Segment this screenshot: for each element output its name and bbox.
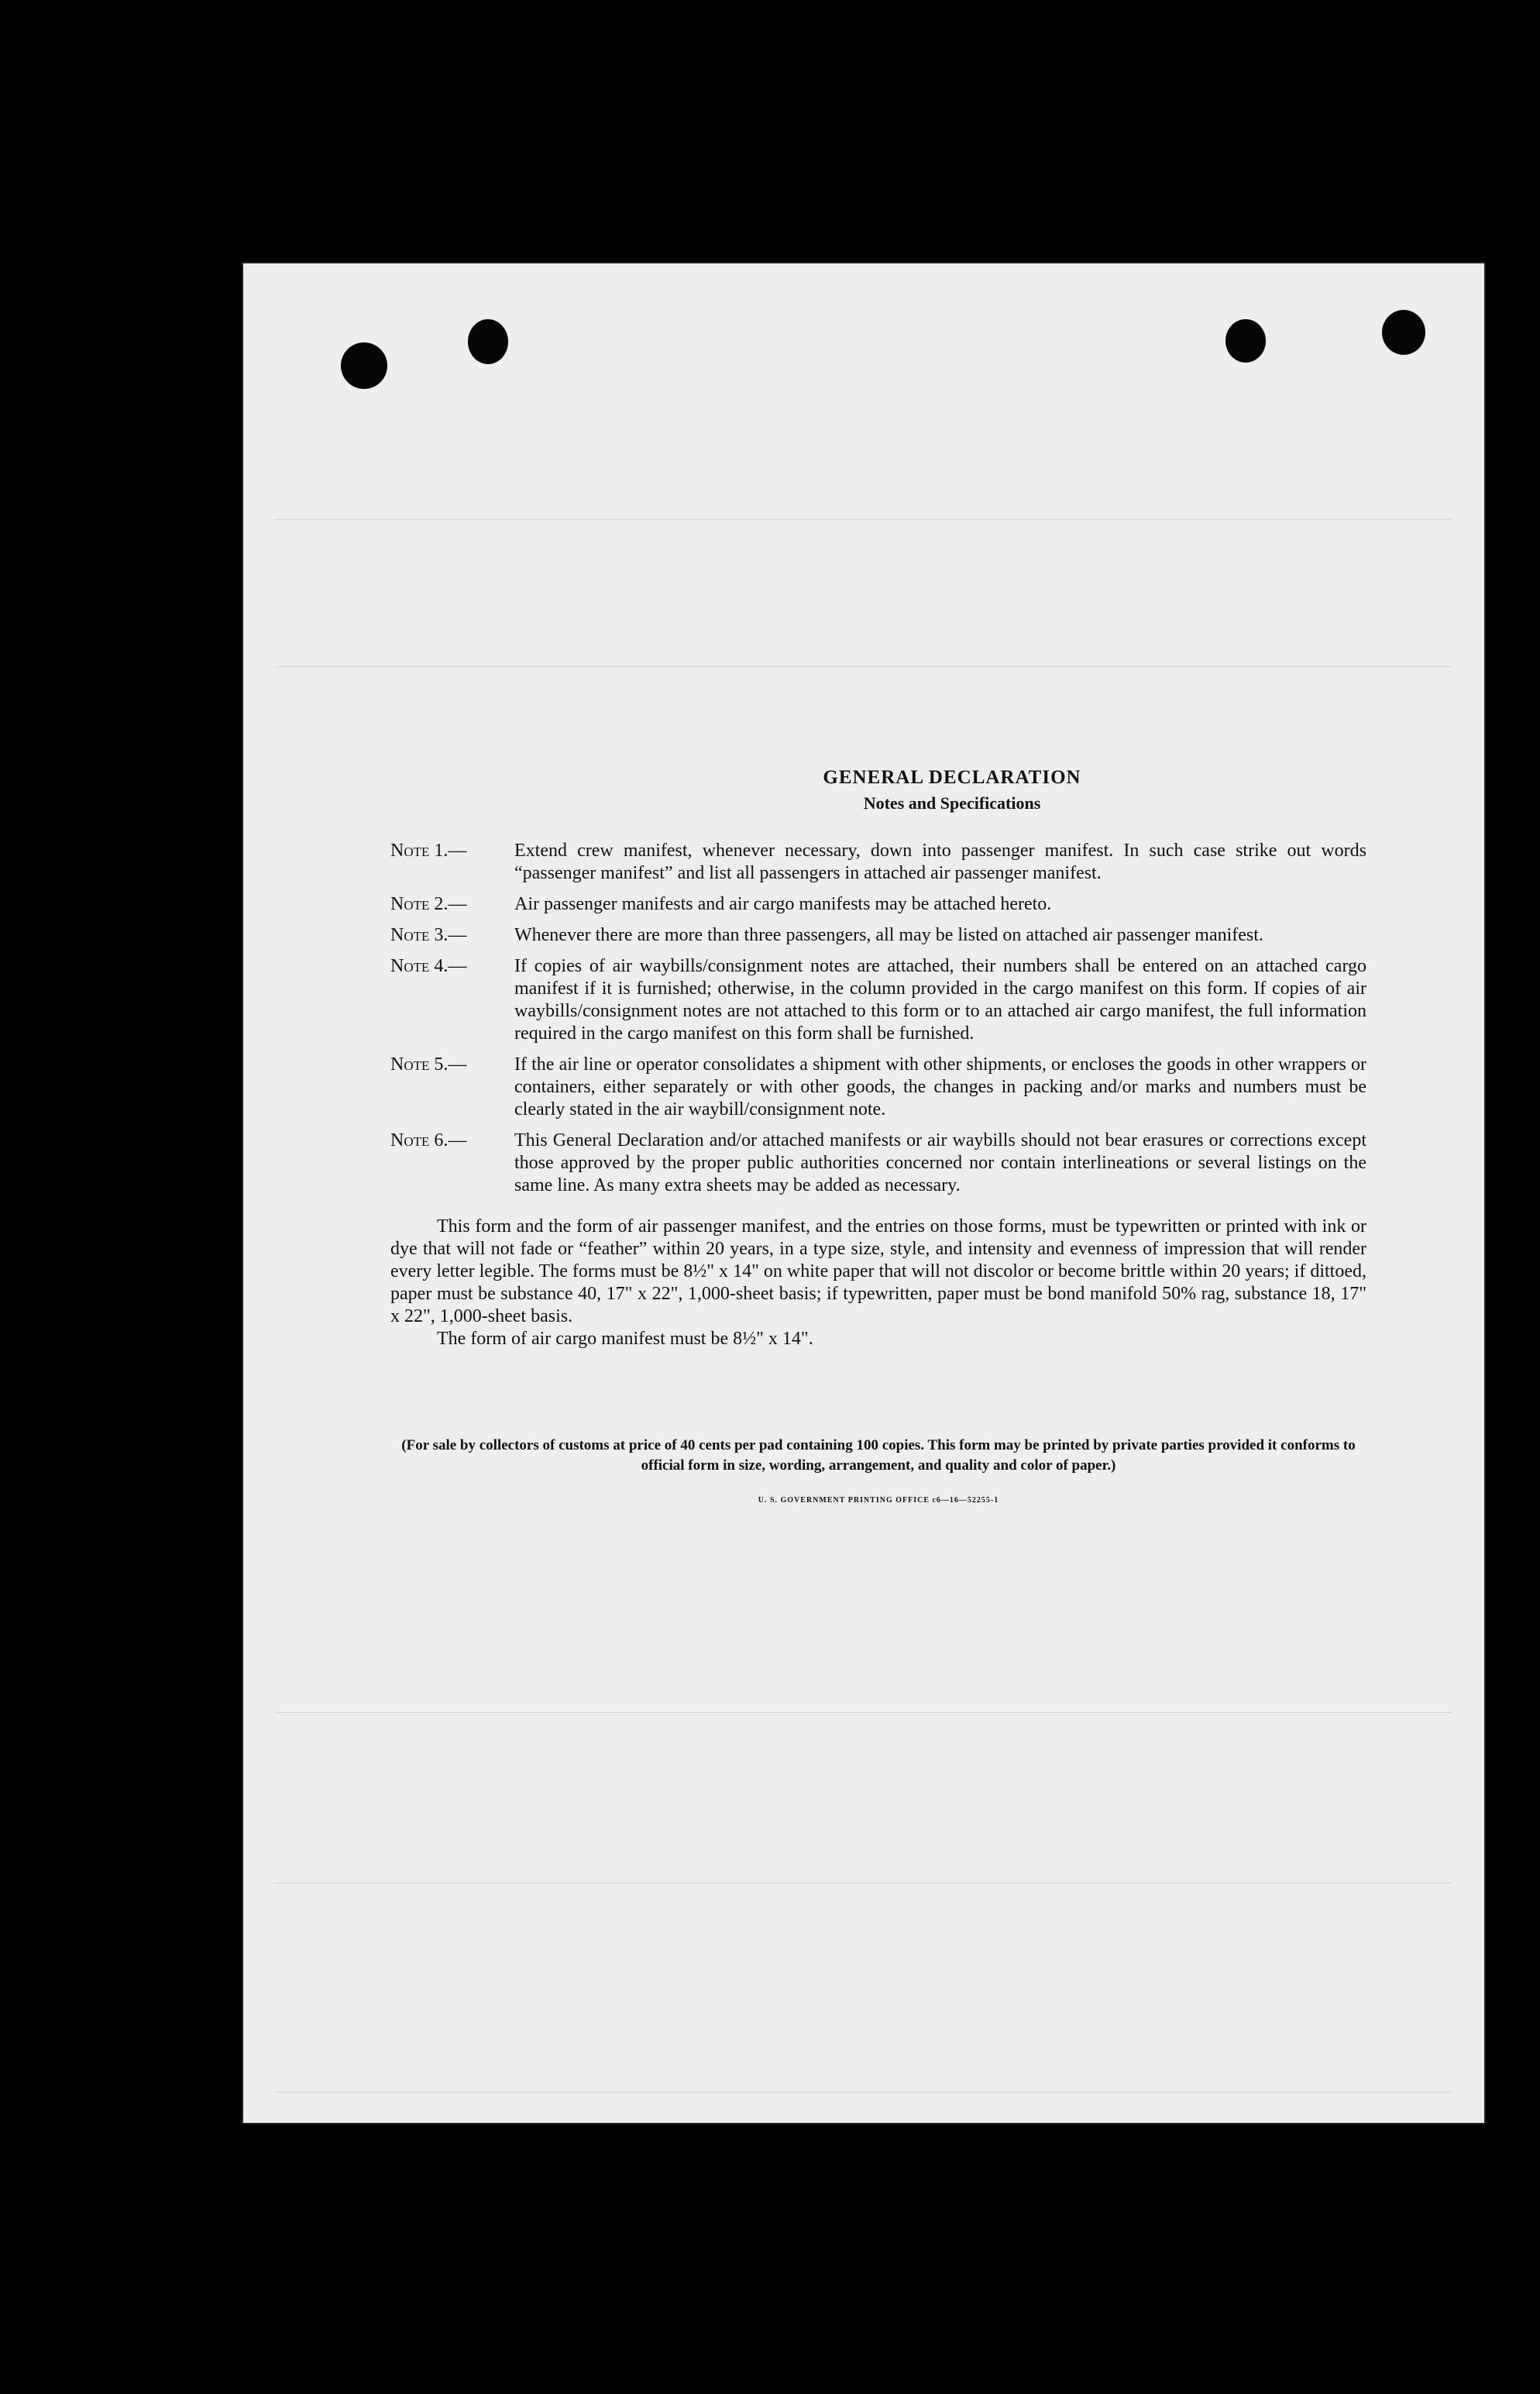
note-5 — [390, 1054, 1366, 1121]
bleed-through-rule — [274, 2092, 1452, 2093]
note-text: If copies of air waybills/consignment notes are attached, their numbers shall be entered on an attached cargo manifest if it is furnished; otherwise, in the column provided in the cargo manifest on this form. If copies of air waybills/consignment notes are not attached to this form or to an attached air cargo manifest, the full information required in the cargo manifest on this form shall be furnished. — [514, 956, 1366, 1044]
bleed-through-rule — [274, 666, 1452, 667]
note-label: Note 2.— — [390, 894, 467, 914]
notes-section — [390, 767, 1366, 1505]
bleed-through-rule — [274, 1712, 1452, 1713]
note-text: Extend crew manifest, whenever necessary, down into passenger manifest. In such case strike out words “passenger manifest” and list all passengers in attached air passenger manifest. — [514, 841, 1366, 883]
printer-imprint: U. S. GOVERNMENT PRINTING OFFICE c6—16—52255-1 — [758, 1496, 999, 1505]
punch-hole — [468, 319, 508, 364]
sale-notice: (For sale by collectors of customs at price of 40 cents per pad containing 100 copies. This form may be printed by private parties provided it conforms to official form in size, wording, arrangement, and quality and color of paper.) — [401, 1437, 1356, 1474]
document-page — [243, 263, 1484, 2123]
note-3 — [390, 924, 1366, 947]
note-text: If the air line or operator consolidates a shipment with other shipments, or encloses the goods in other wrappers or containers, either separately or with other goods, the changes in packing and/or marks and numbers must be clearly stated in the air waybill/consignment note. — [514, 1054, 1366, 1120]
note-4 — [390, 955, 1366, 1045]
cargo-manifest-size-line: The form of air cargo manifest must be 8½" x 14". — [437, 1329, 813, 1349]
note-label: Note 4.— — [390, 956, 467, 976]
note-2 — [390, 893, 1366, 916]
note-label: Note 6.— — [390, 1130, 467, 1151]
punch-hole — [1382, 310, 1425, 355]
form-specification-paragraph: This form and the form of air passenger manifest, and the entries on those forms, must be typewritten or printed with ink or dye that will not fade or “feather” within 20 years, in a type size, style, and intensity and evenness of impression that will render every letter legible. The forms must be 8½" x 14" on white paper that will not discolor or become brittle within 20 years; if dittoed, paper must be substance 40, 17" x 22", 1,000-sheet basis; if typewritten, paper must be bond manifold 50% rag, substance 18, 17" x 22", 1,000-sheet basis. — [390, 1216, 1366, 1326]
note-1 — [390, 840, 1366, 885]
note-text: Air passenger manifests and air cargo manifests may be attached hereto. — [514, 894, 1052, 914]
page-subtitle: Notes and Specifications — [863, 793, 1041, 813]
note-label: Note 5.— — [390, 1054, 467, 1075]
page-title: GENERAL DECLARATION — [823, 767, 1081, 788]
note-text: Whenever there are more than three passengers, all may be listed on attached air passenger manifest. — [514, 925, 1263, 945]
punch-hole — [1225, 319, 1266, 363]
note-6 — [390, 1130, 1366, 1197]
punch-hole — [341, 342, 387, 389]
note-label: Note 1.— — [390, 841, 467, 861]
bleed-through-rule — [274, 519, 1452, 520]
note-label: Note 3.— — [390, 925, 467, 945]
note-text: This General Declaration and/or attached manifests or air waybills should not bear erasures or corrections except those approved by the proper public authorities concerned nor contain interlineations or several listings on the same line. As many extra sheets may be added as necessary. — [514, 1130, 1366, 1195]
